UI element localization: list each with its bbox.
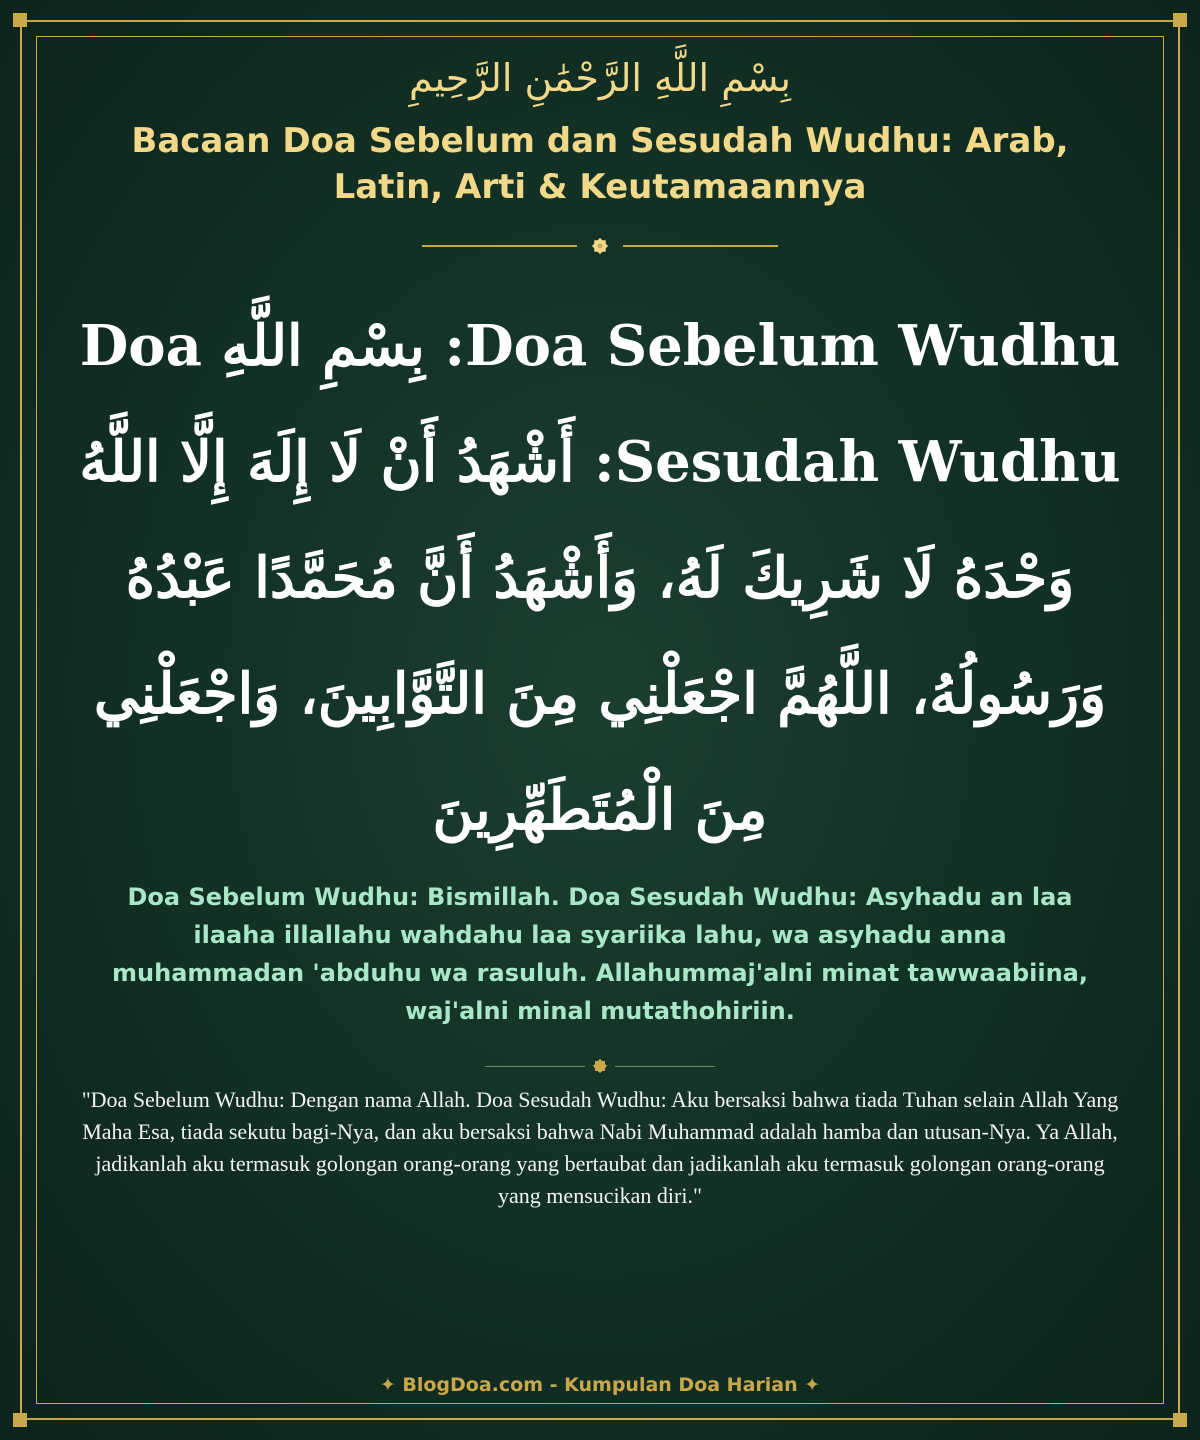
diamond-ornament-icon	[591, 1057, 609, 1075]
footer-credit: ✦ BlogDoa.com - Kumpulan Doa Harian ✦	[379, 1374, 821, 1396]
divider-line	[623, 245, 778, 247]
corner-ornament	[13, 1413, 27, 1427]
eight-point-star-icon	[591, 237, 609, 255]
section-divider	[480, 1054, 720, 1078]
corner-ornament	[13, 13, 27, 27]
divider-line	[485, 1066, 585, 1067]
translation-text: "Doa Sebelum Wudhu: Dengan nama Allah. Doa Sesudah Wudhu: Aku bersaksi bahwa tiada Tuhan selain Allah Yang Maha Esa, tiada sekutu bagi-Nya, dan aku bersaksi bahwa Nabi Muhammad adalah hamba dan utusan-Nya. Ya Allah, jadikanlah aku termasuk golongan orang-orang yang bertaubat dan jadikanlah aku termasuk golongan orang-orang yang mensucikan diri."	[81, 1087, 1119, 1208]
corner-ornament	[1173, 13, 1187, 27]
divider-line	[422, 245, 577, 247]
latin-transliteration: Doa Sebelum Wudhu: Bismillah. Doa Sesudah Wudhu: Asyhadu an laa ilaaha illallahu wahdahu laa syariika lahu, wa asyhadu anna muhammadan 'abduhu wa rasuluh. Allahummaj'alni minat tawwaabiina, waj'alni minal mutathohiriin.	[112, 883, 1088, 1025]
page-title: Bacaan Doa Sebelum dan Sesudah Wudhu: Arab, Latin, Arti & Keutamaannya	[131, 121, 1069, 207]
divider-line	[615, 1066, 715, 1067]
corner-ornament	[1173, 1413, 1187, 1427]
arabic-prayer-text: Doa Sebelum Wudhu: بِسْمِ اللَّهِ Doa Sesudah Wudhu: أَشْهَدُ أَنْ لَا إِلَهَ إِلَّا اللَّهُ وَحْدَهُ لَا شَرِيكَ لَهُ، وَأَشْهَدُ أَنَّ مُحَمَّدًا عَبْدُهُ وَرَسُولُهُ، اللَّهُمَّ اجْعَلْنِي مِنَ التَّوَّابِينَ، وَاجْعَلْنِي مِنَ الْمُتَطَهِّرِينَ	[79, 313, 1121, 843]
bismillah-heading: بِسْمِ اللَّهِ الرَّحْمَٰنِ الرَّحِيمِ	[409, 56, 791, 100]
title-divider	[420, 234, 780, 258]
